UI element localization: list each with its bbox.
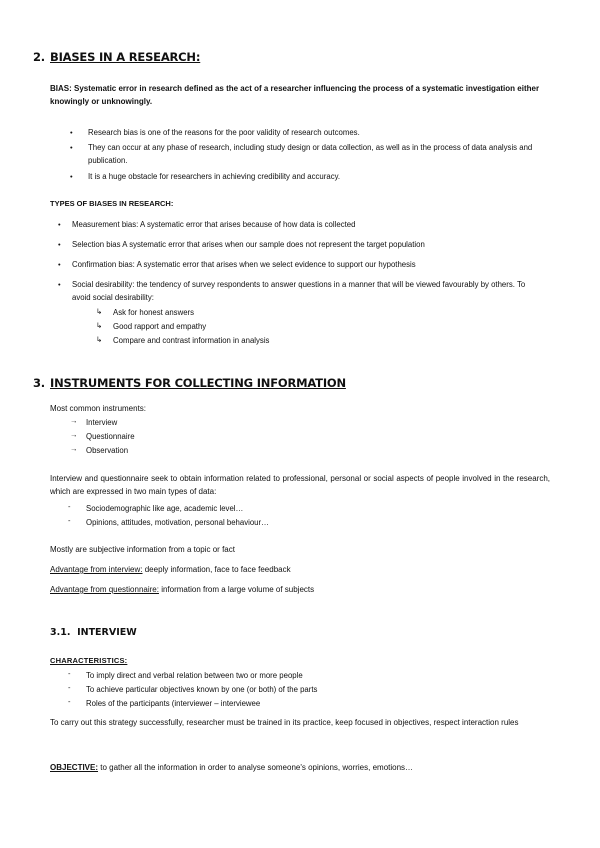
characteristics-label: CHARACTERISTICS:	[50, 656, 128, 665]
arrow-marker: →	[70, 416, 78, 425]
list-item: Measurement bias: A systematic error that arises because of how data is collected	[72, 220, 356, 229]
strategy-paragraph: To carry out this strategy successfully, researcher must be trained in its practice, keep focused in objectives, respect interaction rules	[50, 718, 519, 727]
section-title: INSTRUMENTS FOR COLLECTING INFORMATION	[50, 376, 346, 390]
subsection-3-1-heading	[50, 627, 137, 638]
arrow-marker: ↳	[96, 307, 103, 316]
bullet-marker: •	[58, 280, 61, 289]
subsection-title: INTERVIEW	[77, 627, 137, 638]
list-item: Confirmation bias: A systematic error that arises when we select evidence to support our hypothesis	[72, 260, 416, 269]
list-item: To imply direct and verbal relation between two or more people	[86, 671, 303, 680]
bias-label: BIAS:	[50, 84, 72, 93]
list-item: Interview	[86, 418, 118, 427]
dash-marker: -	[68, 683, 71, 692]
bullet-marker: •	[70, 172, 73, 181]
list-item: Questionnaire	[86, 432, 135, 441]
advantage-interview	[50, 563, 550, 576]
list-item: Opinions, attitudes, motivation, personal behaviour…	[86, 518, 269, 527]
section-2-heading	[33, 50, 200, 64]
section-3-heading	[33, 376, 346, 390]
bullet-marker: •	[70, 143, 73, 152]
bias-definition-text: Systematic error in research defined as the act of a researcher influencing the process of a systematic investigation either knowingly or unknowingly.	[50, 84, 540, 106]
bias-definition	[50, 82, 550, 108]
list-item: To achieve particular objectives known by one (or both) of the parts	[86, 685, 318, 694]
instruments-paragraph: Interview and questionnaire seek to obtain information related to professional, personal or social aspects of people involved in the research, which are expressed in two main types of data:	[50, 474, 550, 496]
advantage-questionnaire	[50, 583, 550, 596]
dash-marker: -	[68, 669, 71, 678]
arrow-marker: →	[70, 430, 78, 439]
types-heading: TYPES OF BIASES IN RESEARCH:	[50, 199, 174, 208]
list-item: Selection bias A systematic error that arises when our sample does not represent the target population	[72, 240, 425, 249]
advantage-label: Advantage from questionnaire:	[50, 585, 159, 594]
list-item: It is a huge obstacle for researchers in achieving credibility and accuracy.	[88, 172, 341, 181]
arrow-marker: ↳	[96, 321, 103, 330]
list-item: Observation	[86, 446, 129, 455]
objective-line	[50, 761, 550, 774]
arrow-marker: ↳	[96, 335, 103, 344]
instruments-intro: Most common instruments:	[50, 404, 147, 413]
list-item: Social desirability: the tendency of survey respondents to answer questions in a manner that will be viewed favourably by others. To avoid social desirability:	[72, 280, 526, 302]
dash-marker: -	[68, 516, 71, 525]
dash-marker: -	[68, 697, 71, 706]
list-item: Compare and contrast information in analysis	[113, 336, 270, 345]
objective-label: OBJECTIVE:	[50, 763, 99, 772]
list-item: Ask for honest answers	[113, 308, 195, 317]
section-number: 2.	[33, 50, 45, 64]
list-item: Sociodemographic like age, academic level…	[86, 504, 244, 513]
list-item: Roles of the participants (interviewer – interviewee	[86, 699, 261, 708]
bullet-marker: •	[58, 240, 61, 249]
bullet-marker: •	[70, 128, 73, 137]
bullet-marker: •	[58, 220, 61, 229]
list-item: Good rapport and empathy	[113, 322, 207, 331]
objective-text: to gather all the information in order to analyse someone's opinions, worries, emotions…	[98, 763, 414, 772]
section-title: BIASES IN A RESEARCH:	[50, 50, 201, 64]
section-number: 3.	[33, 376, 45, 390]
bullet-marker: •	[58, 260, 61, 269]
subjective-note: Mostly are subjective information from a topic or fact	[50, 545, 235, 554]
advantage-text: deeply information, face to face feedback	[142, 565, 291, 574]
list-item: Research bias is one of the reasons for the poor validity of research outcomes.	[88, 128, 360, 137]
advantage-label: Advantage from interview:	[50, 565, 143, 574]
dash-marker: -	[68, 502, 71, 511]
arrow-marker: →	[70, 444, 78, 453]
advantage-text: information from a large volume of subjects	[158, 585, 315, 594]
subsection-number: 3.1.	[50, 627, 71, 638]
list-item: They can occur at any phase of research, including study design or data collection, as well as in the process of data analysis and publication.	[88, 143, 533, 165]
